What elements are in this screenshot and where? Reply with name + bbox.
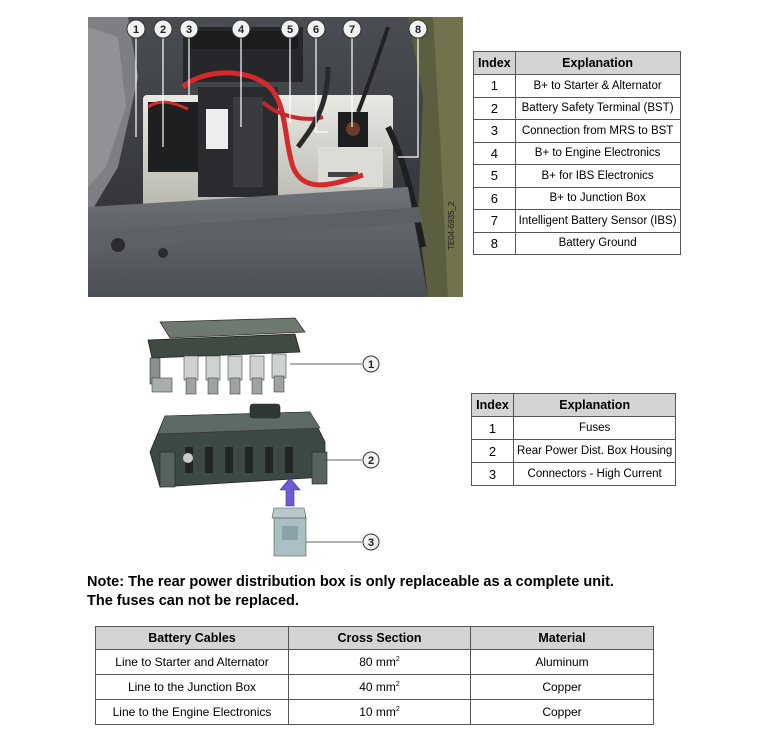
battery-compartment-photo: [88, 17, 463, 297]
material-header: Material: [471, 627, 654, 650]
table-row: [96, 675, 654, 700]
table-header-row: [96, 627, 654, 650]
table-row: [472, 417, 676, 440]
table-row: [474, 187, 681, 210]
row-explanation: Battery Safety Terminal (BST): [515, 97, 680, 120]
row-explanation: Fuses: [514, 417, 676, 440]
table-row: [474, 97, 681, 120]
table-row: [474, 75, 681, 98]
row-index: 5: [474, 165, 516, 188]
row-index: 3: [472, 463, 514, 486]
photo-callout-8: 8: [414, 24, 422, 36]
cable-material: Aluminum: [471, 650, 654, 675]
cable-cross-section: 40 $mm^2$: [289, 675, 471, 700]
row-explanation: B+ to Starter & Alternator: [515, 75, 680, 98]
diagram-callout-circles: [363, 356, 379, 550]
cable-cross-section: 10 $mm^2$: [289, 700, 471, 725]
row-index: 1: [472, 417, 514, 440]
cable-cross-section: 80 $mm^2$: [289, 650, 471, 675]
table-header-row: [474, 52, 681, 75]
row-index: 6: [474, 187, 516, 210]
cross-section-header: Cross Section: [289, 627, 471, 650]
row-explanation: Rear Power Dist. Box Housing: [514, 440, 676, 463]
fuse-box-illustration: [140, 312, 390, 562]
row-index: 7: [474, 210, 516, 233]
note-line-2: The fuses can not be replaced.: [87, 593, 299, 609]
explanation-header: Explanation: [515, 52, 680, 75]
row-explanation: Battery Ground: [515, 232, 680, 255]
insert-arrow: [280, 478, 300, 506]
row-index: 4: [474, 142, 516, 165]
diagram-index-table: [471, 393, 676, 486]
diagram-callout-3: 3: [367, 537, 375, 549]
row-explanation: B+ for IBS Electronics: [515, 165, 680, 188]
table-row: [474, 142, 681, 165]
row-index: 2: [474, 97, 516, 120]
cable-name: Line to Starter and Alternator: [96, 650, 289, 675]
row-explanation: B+ to Engine Electronics: [515, 142, 680, 165]
table-row: [96, 700, 654, 725]
diagram-callout-1: 1: [367, 359, 375, 371]
photo-callout-4: 4: [237, 24, 245, 36]
fuse-strip-drawing: [148, 318, 305, 394]
table-row: [474, 120, 681, 143]
photo-callout-2: 2: [159, 24, 167, 36]
table-row: [474, 165, 681, 188]
table-row: [472, 440, 676, 463]
table-row: [96, 650, 654, 675]
photo-callout-5: 5: [286, 24, 294, 36]
battery-photo-illustration: [88, 17, 463, 297]
cable-name: Line to the Engine Electronics: [96, 700, 289, 725]
row-explanation: Intelligent Battery Sensor (IBS): [515, 210, 680, 233]
photo-callout-3: 3: [185, 24, 193, 36]
row-explanation: B+ to Junction Box: [515, 187, 680, 210]
row-index: 1: [474, 75, 516, 98]
index-header: Index: [474, 52, 516, 75]
diagram-callout-2: 2: [367, 455, 375, 467]
replacement-note: [87, 573, 727, 611]
table-header-row: [472, 394, 676, 417]
cable-name: Line to the Junction Box: [96, 675, 289, 700]
row-index: 8: [474, 232, 516, 255]
row-explanation: Connectors - High Current: [514, 463, 676, 486]
row-index: 3: [474, 120, 516, 143]
photo-image-id: TE04-6935_2: [447, 201, 456, 250]
cable-material: Copper: [471, 700, 654, 725]
index-header: Index: [472, 394, 514, 417]
photo-callout-7: 7: [348, 24, 356, 36]
table-row: [474, 210, 681, 233]
cable-material: Copper: [471, 675, 654, 700]
power-distribution-box-diagram: [140, 312, 390, 562]
table-row: [472, 463, 676, 486]
note-line-1: Note: The rear power distribution box is only replaceable as a complete unit.: [87, 574, 614, 590]
table-row: [474, 232, 681, 255]
row-index: 2: [472, 440, 514, 463]
photo-index-table: [473, 51, 681, 255]
connector-drawing: [272, 508, 306, 556]
battery-cables-table: [95, 626, 654, 725]
housing-drawing: [150, 404, 327, 487]
photo-callout-1: 1: [132, 24, 140, 36]
row-explanation: Connection from MRS to BST: [515, 120, 680, 143]
battery-cables-header: Battery Cables: [96, 627, 289, 650]
photo-callout-6: 6: [312, 24, 320, 36]
explanation-header: Explanation: [514, 394, 676, 417]
